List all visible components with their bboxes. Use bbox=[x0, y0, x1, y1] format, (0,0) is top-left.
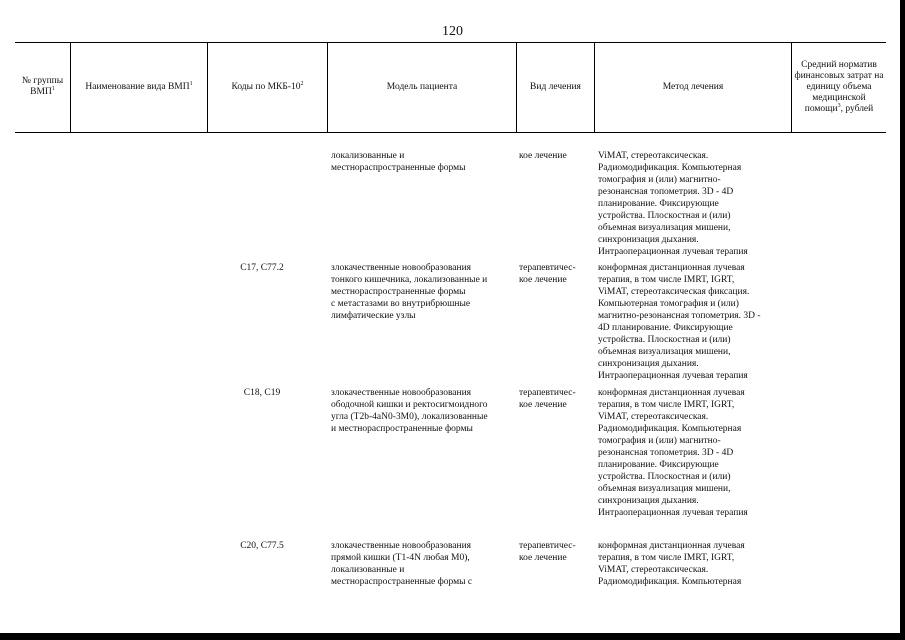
scan-bottom-edge bbox=[0, 633, 905, 640]
header-average-cost-unit: , рублей bbox=[840, 103, 874, 114]
header-treatment-type-label: Вид лечения bbox=[530, 81, 581, 92]
row-icd-code: C18, C19 bbox=[243, 388, 281, 398]
row-icd-code: C20, C77.5 bbox=[240, 541, 284, 551]
scan-right-edge bbox=[900, 0, 905, 640]
row-treatment-type: кое лечение bbox=[519, 151, 567, 161]
row-method: конформная дистанционная лучевая терапия, в том числе IMRT, IGRT, ViMAT, стереотаксическая. Радиомодификация. Компьютерная bbox=[598, 541, 745, 587]
header-group-number-label: № группы ВМП bbox=[21, 76, 64, 97]
header-icd-codes-label: Коды по МКБ-10 bbox=[231, 81, 301, 92]
row-model: злокачественные новообразования тонкого кишечника, локализованные и местнораспространенные формы с метастазами во внутрибрюшные лимфатические узлы bbox=[331, 263, 488, 321]
row-method: конформная дистанционная лучевая терапия, в том числе IMRT, IGRT, ViMAT, стереотаксическая фиксация. Компьютерная томография и (или) магнитно-резонансная топометрия. 3D - 4D планирование. Фиксирующие устройства. Плоскостная и (или) объемная визуализация мишени, синхронизация дыхания. Интраоперационная лучевая терапия bbox=[598, 263, 761, 381]
header-treatment-method-label: Метод лечения bbox=[662, 81, 724, 92]
header-vmp-type-label: Наименование вида ВМП bbox=[85, 81, 190, 92]
header-group-number bbox=[15, 42, 70, 132]
header-bottom-border bbox=[15, 132, 886, 133]
footnote-marker: 3 bbox=[837, 102, 841, 109]
footnote-marker: 1 bbox=[189, 80, 193, 87]
row-method: конформная дистанционная лучевая терапия, в том числе IMRT, IGRT, ViMAT, стереотаксическая. Радиомодификация. Компьютерная томография и (или) магнитно- резонансная топометрия. 3D - 4D планирование. Фиксирующие устройства. Плоскостная и (или) объемная визуализация мишени, синхронизация дыхания. Интраоперационная лучевая терапия bbox=[598, 388, 748, 518]
row-model: локализованные и местнораспространенные формы bbox=[331, 151, 466, 173]
footnote-marker: 2 bbox=[300, 80, 304, 87]
header-treatment-method bbox=[595, 42, 791, 132]
row-treatment-type: терапевтичес- кое лечение bbox=[519, 541, 576, 563]
header-patient-model-label: Модель пациента bbox=[386, 81, 458, 92]
header-average-cost-label: Средний норматив финансовых затрат на единицу объема медицинской помощи bbox=[794, 59, 884, 114]
row-treatment-type: терапевтичес- кое лечение bbox=[519, 388, 576, 410]
header-average-cost bbox=[792, 42, 886, 132]
row-model: злокачественные новообразования ободочной кишки и ректосигмоидного угла (T2b-4aN0-3M0), локализованные и местнораспространенные формы bbox=[331, 388, 488, 434]
row-model: злокачественные новообразования прямой кишки (T1-4N любая M0), локализованные и местнораспространенные формы с bbox=[331, 541, 473, 587]
row-treatment-type: терапевтичес- кое лечение bbox=[519, 263, 576, 285]
row-icd-code: C17, C77.2 bbox=[240, 263, 284, 273]
header-treatment-type bbox=[517, 42, 594, 132]
row-method: ViMAT, стереотаксическая. Радиомодификация. Компьютерная томография и (или) магнитно- резонансная топометрия. 3D - 4D планирование. Фиксирующие устройства. Плоскостная и (или) объемная визуализация мишени, синхронизация дыхания. Интраоперационная лучевая терапия bbox=[598, 151, 748, 257]
header-vmp-type bbox=[71, 42, 207, 132]
header-icd-codes bbox=[208, 42, 327, 132]
footnote-marker: 1 bbox=[51, 85, 55, 92]
page-number: 120 bbox=[442, 24, 463, 39]
header-patient-model bbox=[328, 42, 516, 132]
